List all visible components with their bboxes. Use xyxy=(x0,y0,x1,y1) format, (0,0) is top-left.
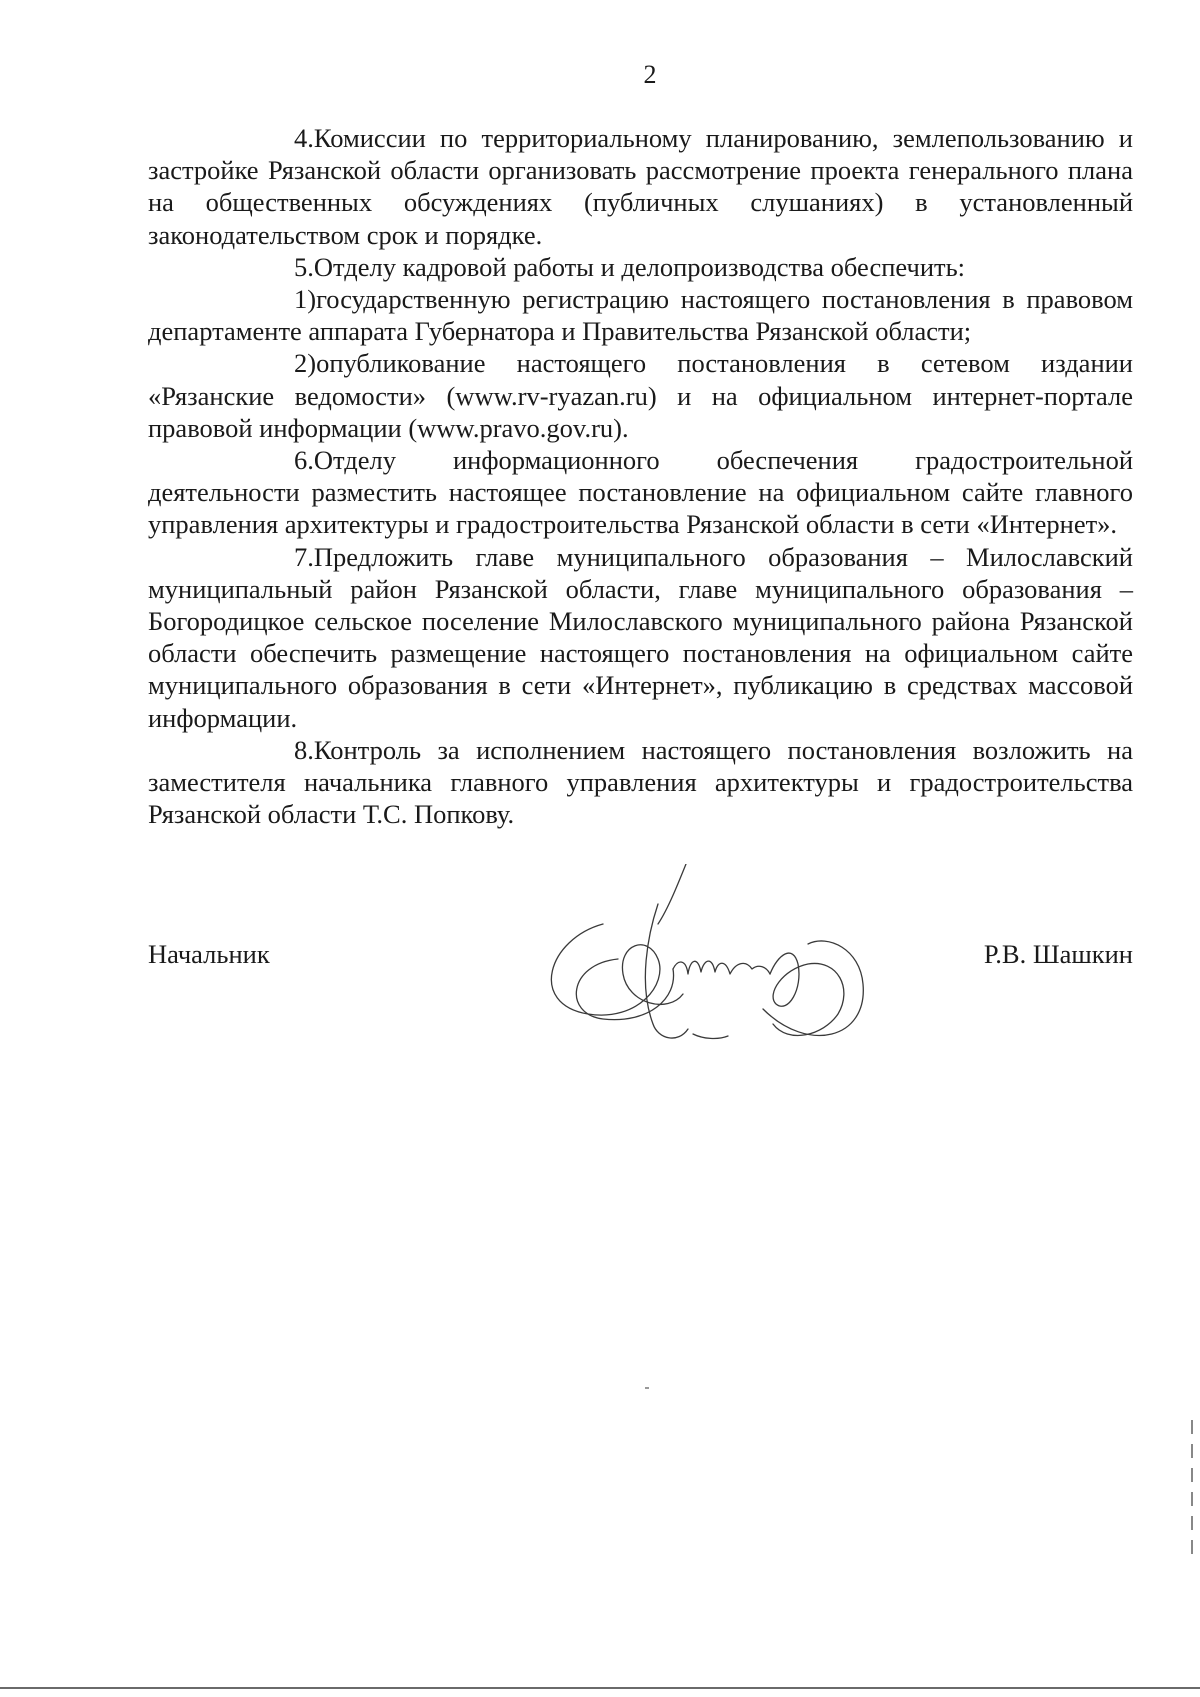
paragraph-text: Отделу информационного обеспечения градостроительной деятельности разместить настоящее постановление на официальном сайте главного управления архитектуры и градостроительства Рязанской области в сети «Интернет». xyxy=(148,445,1133,540)
edge-mark xyxy=(1191,1540,1193,1554)
edge-mark xyxy=(1191,1492,1193,1506)
paragraph-text: государственную регистрацию настоящего постановления в правовом департаменте аппарата Губернатора и Правительства Рязанской области; xyxy=(148,284,1133,347)
paragraph-7 xyxy=(148,541,1133,734)
handwritten-signature xyxy=(508,864,888,1064)
scan-bottom-edge xyxy=(0,1687,1200,1689)
document-body xyxy=(148,122,1133,830)
paragraph-4 xyxy=(148,122,1133,251)
paragraph-number: 8. xyxy=(294,734,314,765)
paragraph-number: 5. xyxy=(294,251,314,282)
position-title: Начальник xyxy=(148,939,270,969)
paragraph-5-1 xyxy=(148,283,1133,347)
edge-mark xyxy=(1191,1516,1193,1530)
paragraph-number: 2) xyxy=(294,348,317,379)
scan-speck xyxy=(645,1387,649,1389)
paragraph-text: Контроль за исполнением настоящего постановления возложить на заместителя начальника главного управления архитектуры и градостроительства Рязанской области Т.С. Попкову. xyxy=(148,734,1133,830)
paragraph-text: опубликование настоящего постановления в сетевом издании «Рязанские ведомости» (www.rv-ryazan.ru) и на официальном интернет-портале правовой информации (www.pravo.gov.ru). xyxy=(148,348,1133,443)
signature-block xyxy=(148,934,1133,1054)
scan-edge-marks xyxy=(1191,1420,1194,1620)
edge-mark xyxy=(1191,1468,1193,1482)
page-number: 2 xyxy=(643,60,657,89)
signer-name: Р.В. Шашкин xyxy=(983,939,1133,969)
edge-mark xyxy=(1191,1420,1193,1434)
paragraph-number: 6. xyxy=(294,445,314,476)
paragraph-text: Комиссии по территориальному планированию, землепользованию и застройке Рязанской области организовать рассмотрение проекта генерального плана на общественных обсуждениях (публичных слушаниях) в установленный законодательством срок и порядке. xyxy=(148,123,1133,250)
paragraph-5-2 xyxy=(148,347,1133,444)
paragraph-number: 4. xyxy=(294,123,314,153)
paragraph-text: Отделу кадровой работы и делопроизводства обеспечить: xyxy=(313,251,966,282)
paragraph-5 xyxy=(148,251,1133,283)
paragraph-6 xyxy=(148,444,1133,541)
paragraph-8 xyxy=(148,734,1133,831)
paragraph-text: Предложить главе муниципального образования – Милославский муниципальный район Рязанской области, главе муниципального образования – Богородицкое сельское поселение Милославского муниципального района Рязанской области обеспечить размещение настоящего постановления на официальном сайте муниципального образования в сети «Интернет», публикацию в средствах массовой информации. xyxy=(148,541,1133,733)
edge-mark xyxy=(1191,1444,1193,1458)
paragraph-number: 7. xyxy=(294,541,314,572)
paragraph-number: 1) xyxy=(294,284,317,315)
